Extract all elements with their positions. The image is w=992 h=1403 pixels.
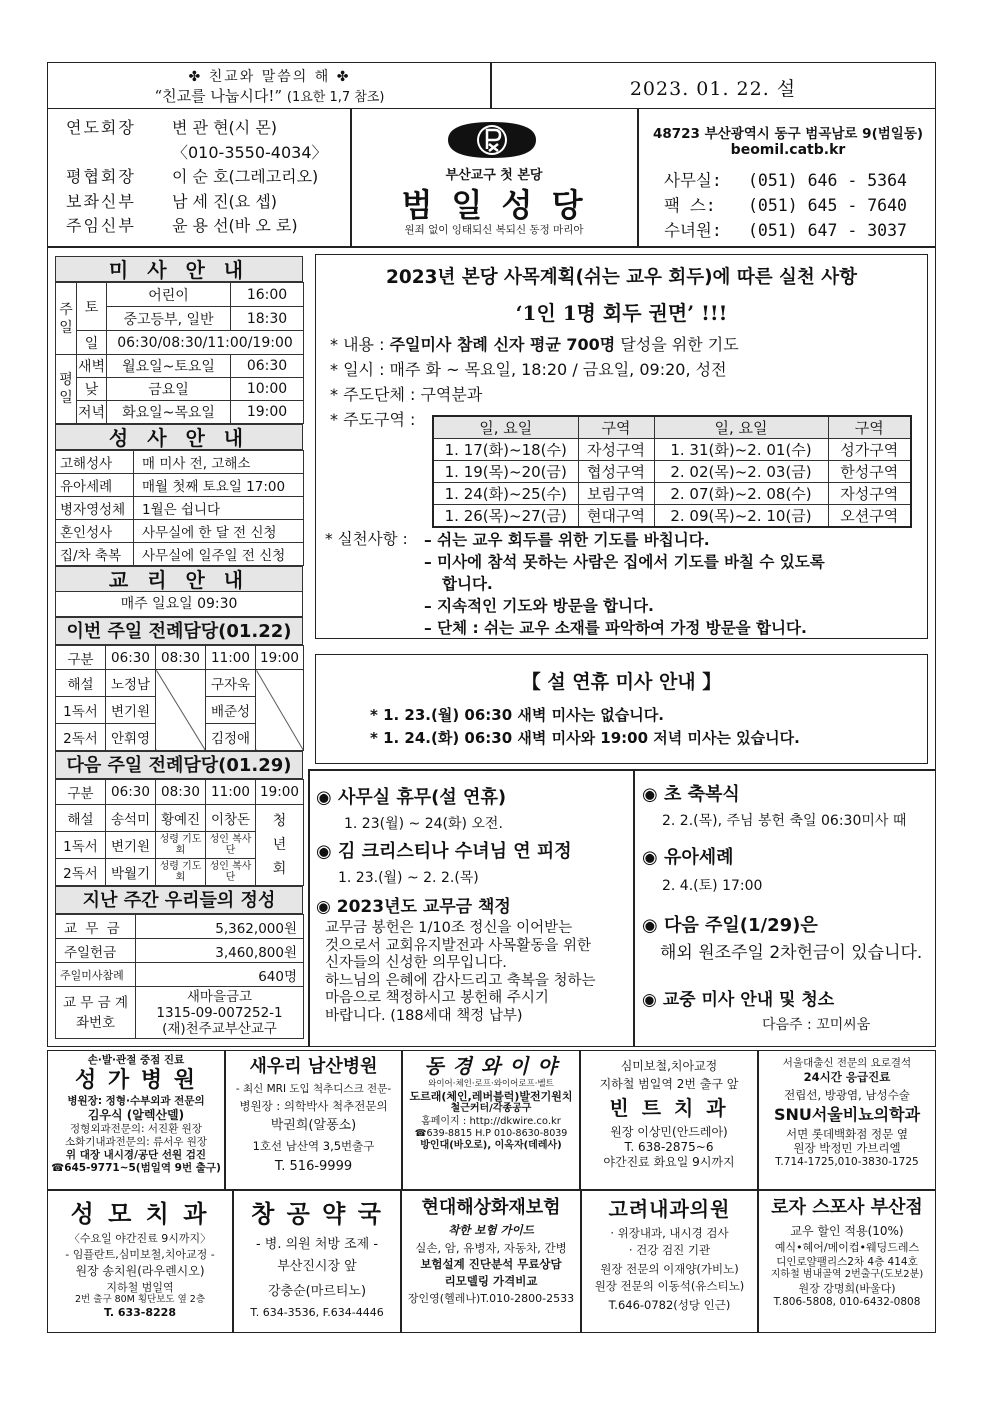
holiday-line: * 1. 23.(월) 06:30 새벽 미사는 없습니다. bbox=[370, 706, 664, 724]
plan-time: * 일시 : 매주 화 ~ 목요일, 18:20 / 금요일, 09:20, 성전 bbox=[330, 360, 727, 379]
notice-body: 2. 2.(목), 주님 봉헌 축일 06:30미사 때 bbox=[662, 813, 907, 829]
notices-left-rule bbox=[308, 769, 310, 1047]
holiday-line: * 1. 24.(화) 06:30 새벽 미사와 19:00 저녁 미사는 있습니다. bbox=[370, 729, 800, 747]
notice-body: 1. 23.(월) ~ 2. 2.(목) bbox=[338, 870, 479, 886]
phone-list bbox=[664, 167, 907, 242]
duty-next-table: 구분 06:30 08:30 11:00 19:00 해설 송석미 황예진 이창돈 청년회 1독서 변기원 성령 기도회 성인 복사단 2독서 박월기 성령 기도회 성인 복사단 bbox=[55, 779, 304, 886]
notice-body: 2. 4.(토) 17:00 bbox=[662, 878, 763, 894]
ad-snu-urology: 서울대출신 전문의 요로결석 24시간 응급진료 전립선, 방광염, 남성수술 SNU서울비뇨의학과 서면 롯데백화점 정문 옆 원장 박정민 가브리엘 T.714-1725,010-3830-1725 bbox=[758, 1050, 936, 1190]
church-tagline: 원죄 없이 잉태되신 복되신 동정 마리아 bbox=[404, 224, 584, 236]
duty-this-title: 이번 주일 전례담당(01.22) bbox=[55, 617, 303, 645]
address: 48723 부산광역시 동구 범곡남로 9(범일동) bbox=[652, 126, 924, 142]
sacrament-title: 성 사 안 내 bbox=[55, 424, 303, 450]
ad-hyundai-insurance: 현대해상화재보험 착한 보험 가이드 실손, 암, 유병자, 자동차, 간병 보험설계 진단분석 무료상담 리모델링 가격비교 장인영(헬레나)T.010-2800-2533 bbox=[401, 1190, 581, 1333]
phone-row: 사무실: (051) 646 - 5364 bbox=[664, 171, 907, 190]
slogan: “친교를 나눕시다!” bbox=[154, 87, 283, 105]
holiday-title: 【 설 연휴 미사 안내 】 bbox=[521, 671, 722, 693]
notice-title: ◉ 김 크리스티나 수녀님 연 피정 bbox=[316, 841, 572, 862]
notice-body: 다음주 : 꼬미씨움 bbox=[762, 1017, 871, 1033]
officer-row: 평협회장 이 순 호(그레고리오) bbox=[66, 167, 319, 186]
doctrine-title: 교 리 안 내 bbox=[55, 566, 303, 592]
church-name: 범 일 성 당 bbox=[401, 186, 587, 224]
website: beomil.catb.kr bbox=[730, 142, 846, 158]
notice-title: ◉ 다음 주일(1/29)은 bbox=[642, 915, 818, 936]
notice-title: ◉ 유아세례 bbox=[642, 847, 734, 868]
header-divider bbox=[637, 108, 639, 247]
ad-changgong-pharmacy: 창 공 약 국 - 병. 의원 처방 조제 - 부산진시장 앞 강충순(마르티노) T. 634-3536, F.634-4446 bbox=[233, 1190, 401, 1333]
notice-title: ◉ 교중 미사 안내 및 청소 bbox=[642, 990, 835, 1010]
phone-row: 수녀원: (051) 647 - 3037 bbox=[664, 221, 907, 240]
notices-top-rule bbox=[308, 769, 936, 771]
practice-list: – 쉬는 교우 회두를 위한 기도를 바칩니다. – 미사에 참석 못하는 사람은 집에서 기도를 바칠 수 있도록 합니다. – 지속적인 기도와 방문을 합니다. – 단체 : 쉬는 교우 소재를 파악하여 가정 방문을 합니다. bbox=[424, 531, 825, 637]
ad-seongmo-dental: 성 모 치 과 〈수요일 야간진료 9시까지〉 - 임플란트,심미보철,치아교정 - 원장 송치원(라우렌시오) 지하철 범일역 2번 출구 80M 횡단보도 옆 2층 T. 633-8228 bbox=[47, 1190, 233, 1333]
notices-divider bbox=[633, 769, 635, 1047]
church-subtitle: 부산교구 첫 본당 bbox=[445, 168, 543, 183]
area-table: 일, 요일 구역 일, 요일 구역 1. 17(화)~18(수) 자성구역 1. 31(화)~2. 01(수) 성가구역 1. 19(목)~20(금) 협성구역 2. 02(목)~2. 03(금) 한성구역 1. 24(화)~25(수) 보림구역 2. 07(화)~2. 08(수) 자성구역 1. 26(목)~27(금) 현대구역 2. 09(목)~2. 10(금) 오션구역 bbox=[432, 415, 912, 528]
officer-row: 연도회장 변 관 현(시 몬) bbox=[66, 118, 278, 137]
duty-next-title: 다음 주일 전례담당(01.29) bbox=[55, 751, 303, 779]
slogan-line bbox=[47, 85, 492, 106]
officer-row: 주임신부 윤 용 선(바 오 로) bbox=[66, 216, 298, 235]
notice-title: ◉ 초 축복식 bbox=[642, 784, 740, 805]
duty-this-table: 구분 06:30 08:30 11:00 19:00 해설 노정남 구자욱 1독서 변기원 배준성 2독서 안휘영 김정애 bbox=[55, 645, 304, 751]
plan-area-label: * 주도구역 : bbox=[330, 410, 416, 429]
plan-content: * 내용 : 주일미사 참례 신자 평균 700명 달성을 위한 기도 bbox=[330, 335, 739, 354]
notice-title: ◉ 사무실 휴무(설 연휴) bbox=[316, 787, 507, 808]
practice-label: * 실천사항 : bbox=[325, 530, 408, 548]
notice-title: ◉ 2023년도 교무금 책정 bbox=[316, 897, 511, 917]
mass-title: 미 사 안 내 bbox=[55, 256, 303, 282]
plan-title: 2023년 본당 사목계획(쉬는 교우 회두)에 따른 실천 사항 bbox=[386, 267, 857, 288]
motto: ✤ 친교와 말씀의 해 ✤ bbox=[188, 69, 351, 85]
offering-table: 교 무 금 5,362,000원 주일헌금 3,460,800원 주일미사참례 640명 교 무 금 계좌번호 새마을금고 1315-09-007252-1 (재)천주교부산교구 bbox=[55, 914, 304, 1039]
notice-body: 해외 원조주일 2차헌금이 있습니다. bbox=[660, 943, 923, 963]
mass-table: 주일 토 어린이 16:00 중고등부, 일반 18:30 일 06:30/08:30/11:00/19:00 평일 새벽 월요일~토요일 06:30 낮 금요일 10:00 저녁 화요일~목요일 19:00 bbox=[55, 282, 304, 424]
ad-rosa-sposa: 로자 스포사 부산점 교우 할인 적용(10%) 예식•혜어/메이컵•웨딩드레스 디인로얄팰리스2차 4층 414호 지하철 범내골역 2번출구(도보2분) 원장 강명희(바울다) T.806-5808, 010-6432-0808 bbox=[758, 1190, 936, 1333]
notice-body: 교무금 봉헌은 1/10조 정신을 이어받는 것으로서 교회유지발전과 사목활동을 위한 신자들의 신성한 의무입니다. 하느님의 은혜에 감사드리고 축복을 청하는 마음으로 책정하시고 봉헌해 주시기 바랍니다. (188세대 책정 납부) bbox=[325, 920, 596, 1024]
officer-row: 보좌신부 남 세 진(요 셉) bbox=[66, 191, 278, 211]
ad-bint-dental: 심미보철,치아교정 지하철 범일역 2번 출구 앞 빈 트 치 과 원장 이상민(안드레아) T. 638-2875~6 야간진료 화요일 9시까지 bbox=[580, 1050, 758, 1190]
issue-date: 2023. 01. 22. 설 bbox=[629, 78, 797, 100]
officers bbox=[66, 118, 346, 241]
slogan-ref: (1요한 1,7 참조) bbox=[286, 90, 385, 105]
plan-subtitle: ‘1인 1명 회두 권면’ !!! bbox=[515, 301, 728, 325]
ad-seongga-hospital: 손·발·관절 중점 진료 성 가 병 원 병원장: 정형·수부외과 전문의 김우식 (알렉산델) 정형외과전문의: 서진환 원장 소화기내과전문의: 류서우 원장 위 대장 내시경/공단 선원 검진 ☎645-9771~5(범일역 9번 출구) bbox=[47, 1050, 225, 1190]
ad-dongkyung-wire: 동 경 와 이 야 와이어·체인·로프·와이어로프·벨트 도르래(체인,레버블럭)발전기원치 철근커터/각종공구 홈페이지 : http://dkwire.co.kr ☎639-8815 H.P 010-8630-8039 방인대(바오로), 이옥자(데레사) bbox=[402, 1050, 580, 1190]
doctrine-text: 매주 일요일 09:30 bbox=[55, 592, 303, 617]
phone-row: 팩 스: (051) 645 - 7640 bbox=[664, 196, 907, 215]
church-logo-icon bbox=[440, 118, 544, 162]
left-column bbox=[55, 256, 303, 1039]
ad-namsan-hospital: 새우리 남산병원 - 최신 MRI 도입 척추디스크 전문- 병원장 : 의학박사 척추전문의 박권희(알퐁소) 1호선 남산역 3,5번출구 T. 516-9999 bbox=[225, 1050, 402, 1190]
ad-korea-clinic: 고려내과의원 · 위장내과, 내시경 검사 · 건강 검진 기관 원장 전문의 이재양(가비노) 원장 전문의 이동석(유스티노) T.646-0782(성당 인근) bbox=[581, 1190, 758, 1333]
plan-org: * 주도단체 : 구역분과 bbox=[330, 385, 483, 404]
offering-title: 지난 주간 우리들의 정성 bbox=[55, 886, 303, 914]
sacrament-table: 고해성사 매 미사 전, 고해소 유아세례 매월 첫째 토요일 17:00 병자영성체 1월은 쉽니다 혼인성사 사무실에 한 달 전 신청 집/차 축복 사무실에 일주일 전 신청 bbox=[55, 450, 304, 566]
officer-row: 〈010-3550-4034〉 bbox=[172, 142, 328, 162]
notice-body: 1. 23(월) ~ 24(화) 오전. bbox=[344, 816, 503, 832]
